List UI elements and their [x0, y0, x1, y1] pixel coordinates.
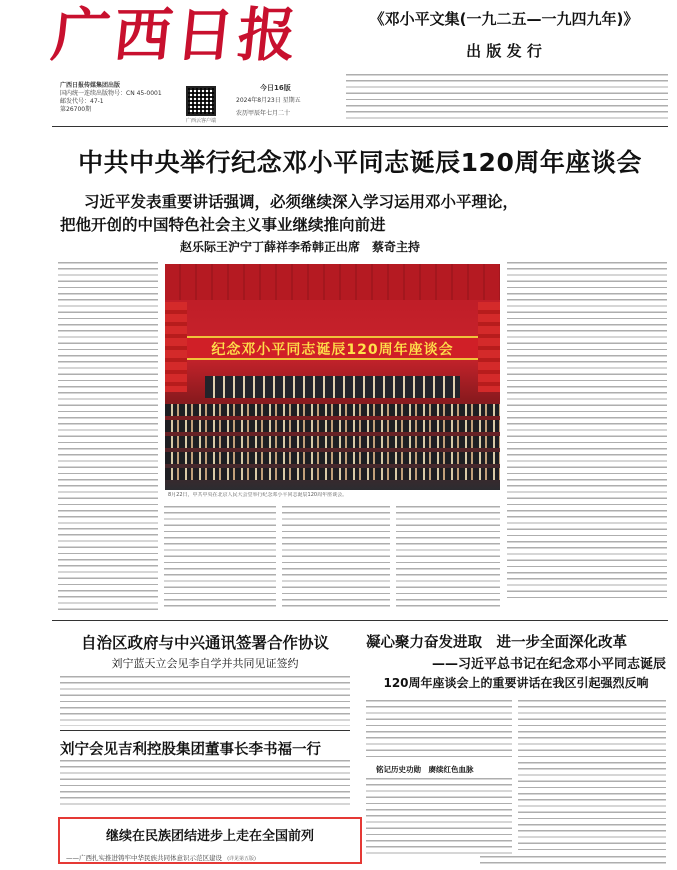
- publisher-block: [60, 82, 178, 114]
- lead-body-lower-4: [396, 506, 500, 610]
- highlight-jump-link[interactable]: (详见第五版): [227, 856, 256, 862]
- photo-caption: 8月22日，中共中央在北京人民大会堂举行纪念邓小平同志诞辰120周年座谈会。: [168, 492, 348, 498]
- story-zte-body: [60, 676, 350, 726]
- top-notice-body: [346, 74, 668, 120]
- highlight-subhead: ——广西扎实推进铸牢中华民族共同体意识示范区建设 (详见第五版): [66, 854, 256, 862]
- newspaper-logo: 广西日报: [48, 1, 304, 69]
- top-notice-title[interactable]: 《邓小平文集(一九二五—一九四九年)》: [369, 10, 639, 28]
- group-name: 广西日报传媒集团出版: [60, 82, 121, 89]
- story-reform-body-1: [366, 700, 512, 760]
- publisher-line-1: 国内统一连续出版物号：CN 45-0001: [60, 90, 162, 98]
- photo-rostrum: [205, 376, 460, 398]
- lead-body-right: [507, 262, 667, 602]
- photo-banner: 纪念邓小平同志诞辰120周年座谈会: [181, 336, 484, 360]
- photo-audience-row: [165, 436, 500, 448]
- photo-audience-row: [165, 468, 500, 480]
- lead-headline[interactable]: 中共中央举行纪念邓小平同志诞辰120周年座谈会: [78, 148, 642, 177]
- highlight-headline: 继续在民族团结进步上走在全国前列: [105, 829, 314, 844]
- lead-byline: 赵乐际王沪宁丁薛祥李希韩正出席 蔡奇主持: [180, 240, 421, 254]
- lead-body-lower-2: [164, 506, 276, 610]
- story-reform-headline-2: ——习近平总书记在纪念邓小平同志诞辰: [431, 657, 666, 672]
- qr-code[interactable]: [186, 86, 216, 125]
- lead-body-lower-3: [282, 506, 390, 610]
- photo-audience-row: [165, 404, 500, 416]
- date-block: [236, 84, 326, 118]
- highlight-story[interactable]: [58, 817, 362, 864]
- weekday: 星期五: [282, 97, 301, 105]
- photo-flags: [165, 302, 187, 392]
- story-reform-sidebar-title: 铭记历史功勋 赓续红色血脉: [376, 765, 474, 774]
- lead-body-left: [58, 262, 158, 524]
- lead-deck-2: 把他开创的中国特色社会主义事业继续推向前进: [60, 216, 386, 234]
- lead-deck-1: 习近平发表重要讲话强调，必须继续深入学习运用邓小平理论，: [84, 193, 519, 211]
- story-zte-headline[interactable]: 自治区政府与中兴通讯签署合作协议: [80, 634, 329, 652]
- photo-curtain: [165, 264, 500, 300]
- photo-audience-row: [165, 452, 500, 464]
- issue-date: 2024年8月23日: [236, 97, 281, 105]
- story-reform-headline-3: 120周年座谈会上的重要讲话在我区引起强烈反响: [383, 676, 649, 690]
- footer-credits: [480, 856, 666, 864]
- story-reform-body-3: [518, 700, 666, 850]
- masthead-logo: [48, 1, 322, 72]
- story-geely-headline[interactable]: 刘宁会见吉利控股集团董事长李书福一行: [60, 742, 321, 758]
- top-notice-subtitle: 出 版 发 行: [466, 42, 542, 60]
- story-geely-body: [60, 760, 350, 808]
- qr-caption: 广西云客户端: [186, 118, 217, 124]
- section-divider: [52, 620, 668, 621]
- lead-photo[interactable]: [165, 264, 500, 490]
- issue-number: 第26700期: [60, 106, 92, 114]
- publisher-line-2: 邮发代号：47-1: [60, 98, 104, 106]
- masthead-divider: [52, 126, 668, 127]
- story-reform-headline[interactable]: 凝心聚力奋发进取 进一步全面深化改革: [366, 635, 627, 651]
- story-reform-body-2: [366, 778, 512, 858]
- qr-code-icon: [186, 86, 216, 116]
- photo-flags-right: [478, 302, 500, 392]
- photo-audience-row: [165, 420, 500, 432]
- story-zte-subhead: 刘宁蓝天立会见李自学并共同见证签约: [111, 657, 299, 670]
- page-count: 今日16版: [260, 84, 291, 92]
- left-story-divider: [60, 730, 350, 731]
- lead-body-lower-1: [58, 528, 158, 610]
- lunar-date: 农历甲辰年七月二十: [236, 109, 291, 117]
